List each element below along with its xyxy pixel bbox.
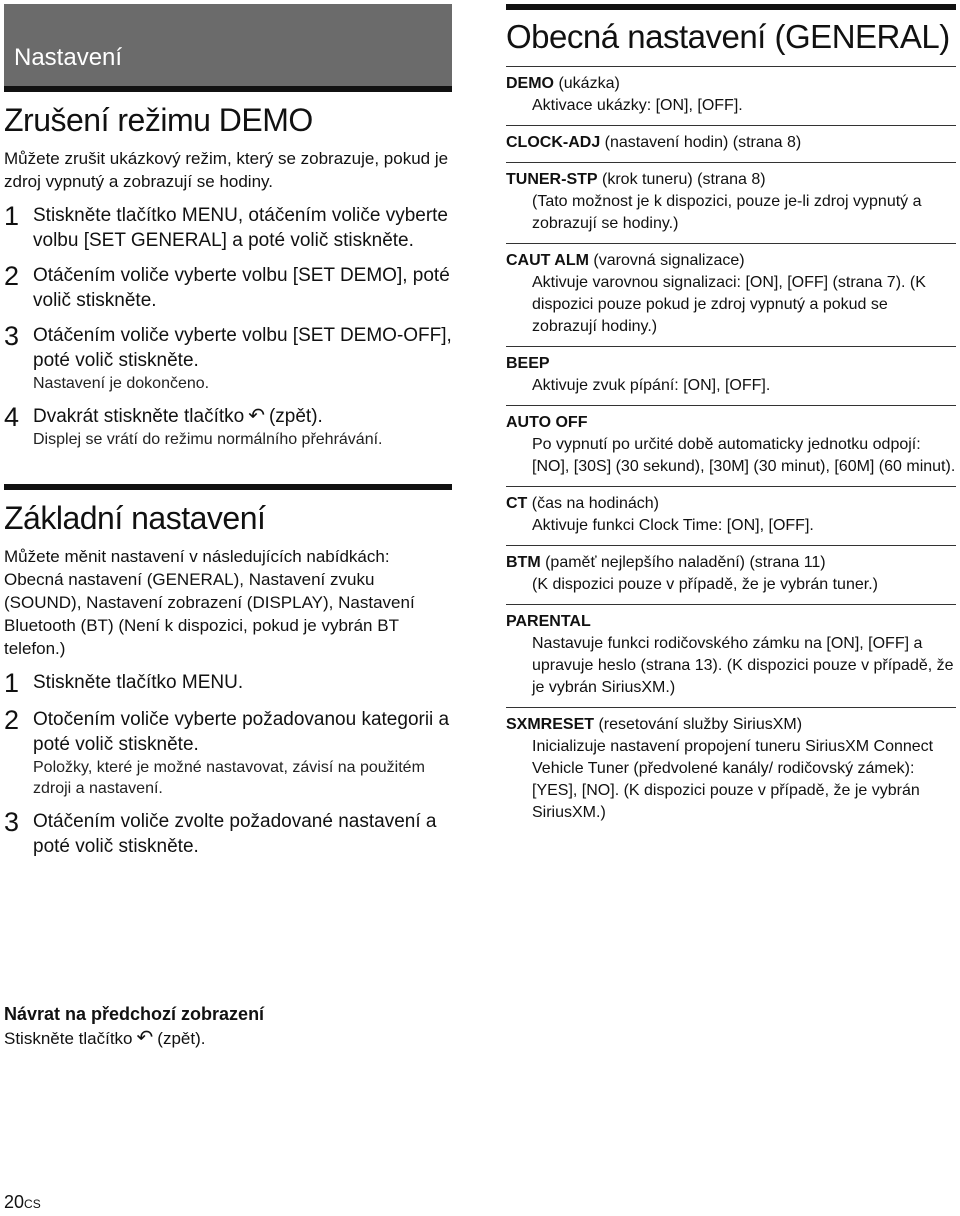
step-number: 3: [4, 807, 20, 837]
basic-intro: Můžete měnit nastavení v následujících nabídkách: Obecná nastavení (GENERAL), Nastavení zvuku (SOUND), Nastavení zobrazení (DISPLAY), Nastavení Bluetooth (BT) (Není k dispozici, pokud je vybrán BT telefon.): [4, 547, 415, 658]
step-note: Displej se vrátí do režimu normálního přehrávání.: [33, 431, 383, 448]
back-icon: ↶: [248, 405, 265, 427]
back-text-before: Stiskněte tlačítko: [4, 1029, 133, 1048]
step-text: Otočením voliče vyberte požadovanou kategorii a poté volič stiskněte.: [33, 709, 450, 755]
setting-suffix: (ukázka): [554, 75, 620, 92]
setting-desc: Aktivuje funkci Clock Time: [ON], [OFF].: [532, 517, 814, 534]
demo-step-4: [4, 404, 452, 450]
step-text: Otáčením voliče zvolte požadované nastavení a poté volič stiskněte.: [33, 811, 437, 857]
back-icon: ↶: [136, 1027, 154, 1049]
setting-desc: Nastavuje funkci rodičovského zámku na [ON], [OFF] a upravuje heslo (strana 13). (K dispozici pouze v případě, že je vybrán SiriusXM.): [532, 635, 954, 696]
basic-step-1: [4, 670, 452, 697]
step-note: Položky, které je možné nastavovat, závisí na použitém zdroji a nastavení.: [33, 759, 425, 797]
setting-desc: Aktivace ukázky: [ON], [OFF].: [532, 97, 743, 114]
basic-step-3: [4, 809, 452, 859]
setting-item: [506, 243, 956, 346]
setting-key: BTM: [506, 554, 541, 571]
setting-suffix: (resetování služby SiriusXM): [594, 716, 803, 733]
setting-desc: Aktivuje zvuk pípání: [ON], [OFF].: [532, 377, 771, 394]
demo-step-2: [4, 263, 452, 313]
setting-suffix: (paměť nejlepšího naladění) (strana 11): [540, 554, 826, 571]
setting-key: SXMRESET: [506, 716, 595, 733]
setting-key: CT: [506, 495, 528, 512]
section-tab-label: Nastavení: [14, 44, 123, 71]
setting-item: [506, 486, 956, 545]
section-tab: [4, 4, 452, 92]
step-text: [33, 404, 452, 429]
setting-desc: (Tato možnost je k dispozici, pouze je-li zdroj vypnutý a zobrazují se hodiny.): [532, 193, 922, 232]
step-text-before: Dvakrát stiskněte tlačítko: [33, 406, 245, 427]
step-text-after: (zpět).: [268, 406, 323, 427]
setting-suffix: (nastavení hodin) (strana 8): [600, 134, 802, 151]
back-title: Návrat na předchozí zobrazení: [4, 1004, 265, 1024]
setting-suffix: (varovná signalizace): [588, 252, 745, 269]
demo-step-3: [4, 323, 452, 394]
setting-item: [506, 604, 956, 707]
setting-item: [506, 405, 956, 486]
page-number-value: 20: [4, 1192, 25, 1212]
step-number: 1: [4, 201, 20, 231]
setting-key: DEMO: [506, 75, 554, 92]
setting-suffix: (čas na hodinách): [527, 495, 659, 512]
setting-desc: Inicializuje nastavení propojení tuneru SiriusXM Connect Vehicle Tuner (předvolené kanály/ rodičovský zámek): [YES], [NO]. (K dispozici pouze v případě, že je vybrán SiriusXM.): [532, 738, 934, 821]
setting-item: [506, 707, 956, 832]
step-number: 2: [4, 261, 20, 291]
back-text-after: (zpět).: [157, 1029, 206, 1048]
basic-title: Základní nastavení: [4, 500, 266, 536]
step-text: Otáčením voliče vyberte volbu [SET DEMO-OFF], poté volič stiskněte.: [33, 325, 452, 371]
step-number: 1: [4, 668, 20, 698]
setting-item: [506, 66, 956, 125]
section-divider: [4, 484, 452, 490]
setting-key: PARENTAL: [506, 613, 591, 630]
setting-key: AUTO OFF: [506, 414, 588, 431]
setting-item: [506, 162, 956, 243]
demo-title: Zrušení režimu DEMO: [4, 102, 313, 138]
right-column: [506, 4, 956, 832]
page-number: [4, 1192, 41, 1213]
step-number: 4: [4, 402, 20, 432]
general-title: Obecná nastavení (GENERAL): [506, 18, 950, 55]
setting-key: CLOCK-ADJ: [506, 134, 601, 151]
left-column: [4, 4, 452, 859]
demo-intro: Můžete zrušit ukázkový režim, který se zobrazuje, pokud je zdroj vypnutý a zobrazují se hodiny.: [4, 149, 449, 191]
step-note: Nastavení je dokončeno.: [33, 375, 210, 392]
setting-key: CAUT ALM: [506, 252, 589, 269]
setting-key: TUNER-STP: [506, 171, 598, 188]
step-text: Stiskněte tlačítko MENU, otáčením voliče vyberte volbu [SET GENERAL] a poté volič stiskněte.: [33, 205, 448, 251]
back-instructions: [4, 1004, 464, 1050]
page-number-suffix: CS: [24, 1197, 41, 1211]
setting-item: [506, 346, 956, 405]
setting-key: BEEP: [506, 355, 550, 372]
setting-item: [506, 545, 956, 604]
setting-desc: Aktivuje varovnou signalizaci: [ON], [OFF] (strana 7). (K dispozici pouze pokud je zdroj vypnutý a pokud se zobrazují hodiny.): [532, 274, 926, 335]
setting-suffix: (krok tuneru) (strana 8): [597, 171, 766, 188]
back-text: [4, 1025, 464, 1050]
setting-desc: Po vypnutí po určité době automaticky jednotku odpojí: [NO], [30S] (30 sekund), [30M] (30 minut), [60M] (60 minut).: [532, 436, 956, 475]
basic-step-2: [4, 707, 452, 799]
setting-item: [506, 125, 956, 162]
step-number: 2: [4, 705, 20, 735]
step-text: Otáčením voliče vyberte volbu [SET DEMO], poté volič stiskněte.: [33, 265, 450, 311]
step-number: 3: [4, 321, 20, 351]
demo-step-1: [4, 203, 452, 253]
step-text: Stiskněte tlačítko MENU.: [33, 672, 244, 693]
setting-desc: (K dispozici pouze v případě, že je vybrán tuner.): [532, 576, 878, 593]
